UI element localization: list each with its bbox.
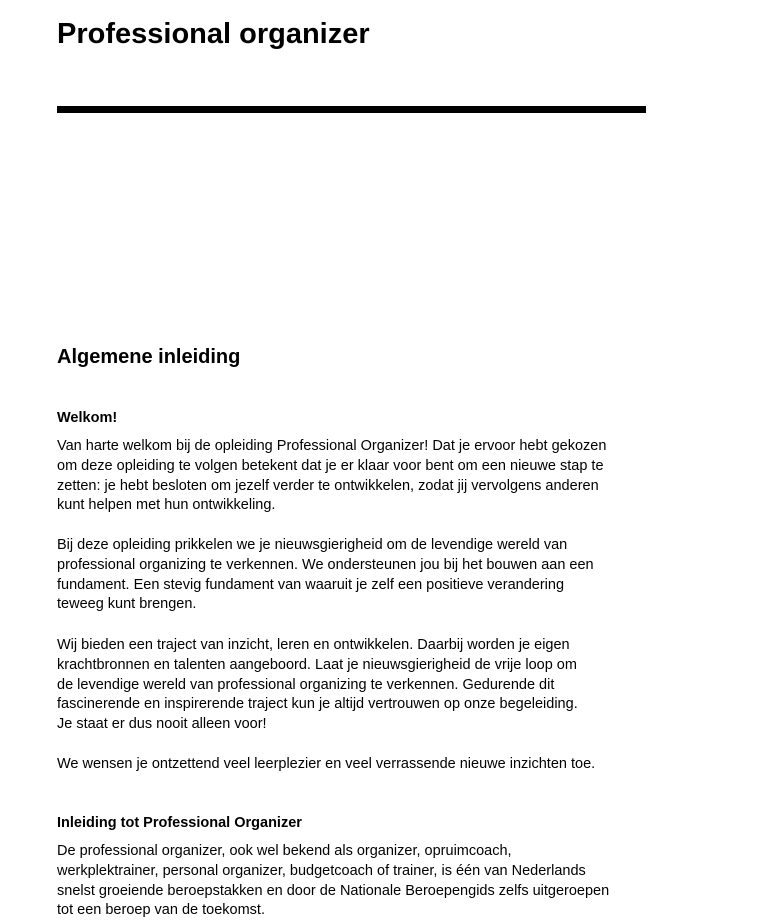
text-line: om deze opleiding te volgen betekent dat je er klaar voor bent om een nieuwe stap te <box>57 457 604 474</box>
text-line: kunt helpen met hun ontwikkeling. <box>57 497 276 514</box>
text-line: fascinerende en inspirerende traject kun je altijd vertrouwen op onze begeleiding. <box>57 696 578 713</box>
text-line: teweeg kunt brengen. <box>57 596 197 613</box>
text-line: Wij bieden een traject van inzicht, leren en ontwikkelen. Daarbij worden je eigen <box>57 637 570 653</box>
text-line: krachtbronnen en talenten aangeboord. Laat je nieuwsgierigheid de vrije loop om <box>57 656 577 673</box>
text-line: werkplektrainer, personal organizer, budgetcoach of trainer, is één van Nederlands <box>57 862 586 879</box>
intro-paragraph-1 <box>57 842 609 921</box>
welcome-heading: Welkom! <box>57 410 118 426</box>
text-line: Je staat er dus nooit alleen voor! <box>57 716 267 733</box>
text-line: Van harte welkom bij de opleiding Professional Organizer! Dat je ervoor hebt gekozen <box>57 438 607 454</box>
text-line: zetten: je hebt besloten om jezelf verder te ontwikkelen, zodat jij vervolgens anderen <box>57 477 599 494</box>
text-line: professional organizing te verkennen. We ondersteunen jou bij het bouwen aan een <box>57 556 594 573</box>
text-line: de levendige wereld van professional organizing te verkennen. Gedurende dit <box>57 676 555 693</box>
welcome-paragraph-3 <box>57 636 578 735</box>
page-title: Professional organizer <box>57 18 370 50</box>
welcome-paragraph-1 <box>57 437 606 516</box>
text-line: Bij deze opleiding prikkelen we je nieuwsgierigheid om de levendige wereld van <box>57 537 568 553</box>
text-line: snelst groeiende beroepstakken en door de Nationale Beroepengids zelfs uitgeroepen <box>57 882 610 899</box>
text-line: tot een beroep van de toekomst. <box>57 902 265 919</box>
intro-heading: Inleiding tot Professional Organizer <box>57 815 302 831</box>
section-heading: Algemene inleiding <box>57 346 241 368</box>
text-line: De professional organizer, ook wel bekend als organizer, opruimcoach, <box>57 843 512 859</box>
title-divider <box>57 106 646 113</box>
welcome-paragraph-4 <box>57 755 595 775</box>
welcome-paragraph-2 <box>57 536 594 615</box>
text-line: We wensen je ontzettend veel leerplezier en veel verrassende nieuwe inzichten toe. <box>57 756 596 772</box>
text-line: fundament. Een stevig fundament van waaruit je zelf een positieve verandering <box>57 576 565 593</box>
